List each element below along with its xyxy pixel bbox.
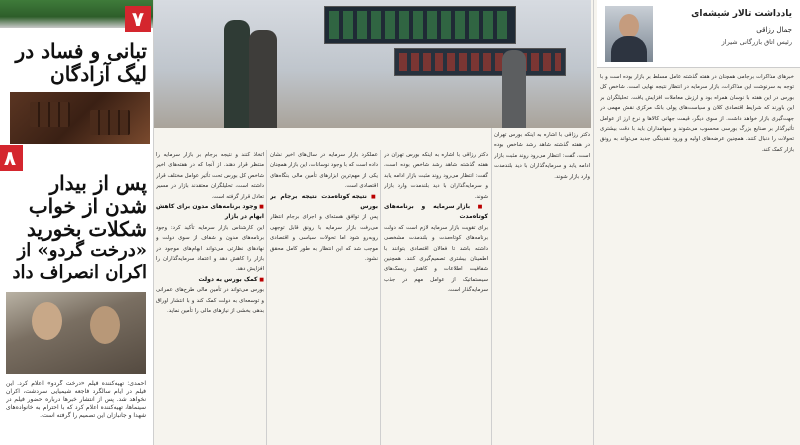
- person-figure-shape: [502, 50, 526, 128]
- film-caption: احمدی: تهیه‌کننده فیلم «درخت گردو» اعلام کرد. این فیلم در ایام سالگرد فاجعه شیمیایی سردشت، اکران نخواهد شد. پس از انتشار خبرها درباره حضور فیلم در سینماها، تهیه‌کننده اعلام کرد که با احترام به خانواده‌های شهدا و جانبازان این تصمیم را گرفته است.: [6, 380, 146, 419]
- column-divider: [380, 150, 381, 445]
- article-column-4: [600, 72, 794, 445]
- person-figure-shape: [224, 20, 250, 128]
- paragraph: خبرهای مذاکرات برجامی همچنان در هفته گذشته عامل مسلط بر بازار بوده است و با توجه به سرنوشت این مذاکرات، بازار سرمایه در انتظار نتیجه نهایی است. شاخص کل بورس در این هفته با نوسان همراه بود و ارزش معاملات افزایش یافت. تحلیلگران بر این باورند که شرایط اقتصادی کلان و سیاست‌های پولی بانک مرکزی نقش مهمی در جهت‌گیری بازار خواهد داشت. از سوی دیگر، قیمت جهانی کالاها و نرخ ارز از عوامل تأثیرگذار بر صنایع بزرگ بورسی محسوب می‌شوند و سهامداران باید با دقت بیشتری تحولات را دنبال کنند. همچنین عرضه‌های اولیه و ورود نقدینگی جدید می‌تواند به رونق بازار کمک کند.: [600, 74, 794, 153]
- subheading: ■ نتیجه کوتاه‌مدت نتیجه برجام بر بورس: [270, 192, 378, 213]
- article-column-0: [494, 130, 590, 445]
- author-role: رئیس اتاق بازرگانی شیراز: [721, 38, 792, 46]
- person-figure-shape: [611, 36, 647, 62]
- left-column: [0, 0, 154, 445]
- exchange-board: [324, 6, 516, 44]
- item-7-number: ۷: [125, 6, 151, 32]
- paragraph: عملکرد بازار سرمایه در سال‌های اخیر نشان داده است که با وجود نوسانات، این بازار همچنان یکی از مهم‌ترین ابزارهای تأمین مالی بنگاه‌های اقتصادی است.: [270, 152, 378, 190]
- author-section-title: یادداشت تالار شیشه‌ای: [691, 9, 792, 19]
- paragraph: این کارشناس بازار سرمایه تأکید کرد: وجود برنامه‌های مدون و شفاف از سوی دولت و نهادهای نظارتی می‌تواند ابهام‌های موجود در بازار را کاهش دهد و اعتماد سرمایه‌گذاران را افزایش دهد.: [156, 224, 264, 273]
- column-divider: [266, 150, 267, 445]
- exchange-board: [394, 48, 566, 76]
- column-divider: [593, 0, 594, 445]
- subheading: ■ وجود برنامه‌های مدون برای کاهش ابهام در بازار: [156, 202, 264, 223]
- item-8-number: ۸: [0, 145, 23, 171]
- paragraph: اتخاذ کنند و نتیجه برجام بر بازار سرمایه را منتظر قرار دهند. از آنجا که در هفته‌های اخیر شاخص کل بورس تحت تأثیر عوامل مختلف قرار داشته است، تحلیلگران معتقدند بازار در مسیر تعادل قرار گرفته است.: [156, 152, 264, 200]
- person-figure-shape: [619, 14, 639, 38]
- paragraph: دکتر رزاقی با اشاره به اینکه بورس تهران در هفته گذشته شاهد رشد شاخص بوده است، گفت: انتظار می‌رود روند مثبت بازار ادامه یابد و سرمایه‌گذاران با دید بلندمدت وارد بازار شوند.: [384, 152, 488, 200]
- item-9-title[interactable]: «درخت گردو» از اکران انصراف داد: [12, 240, 147, 283]
- stock-exchange-photo: [154, 0, 591, 128]
- paragraph: برای تقویت بازار سرمایه لازم است که دولت برنامه‌های کوتاه‌مدت و بلندمدت مشخصی داشته باشد تا فعالان اقتصادی بتوانند با اطمینان بیشتری تصمیم‌گیری کنند. همچنین شفافیت اطلاعات و کاهش ریسک‌های سیستماتیک از عوامل مهم در جذب سرمایه‌گذار است.: [384, 224, 488, 294]
- article-column-3: [156, 150, 264, 445]
- chocolate-bar-shape: [90, 110, 130, 135]
- paragraph: دکتر رزاقی با اشاره به اینکه بورس تهران در هفته گذشته شاهد رشد شاخص بوده است، گفت: انتظار می‌رود روند مثبت بازار ادامه یابد و سرمایه‌گذاران با دید بلندمدت وارد بازار شوند.: [494, 132, 590, 180]
- person-figure-shape: [90, 306, 120, 344]
- film-poster-photo: [6, 292, 146, 374]
- subheading: ■ بازار سرمایه و برنامه‌های کوتاه‌مدت: [384, 202, 488, 223]
- item-8-title[interactable]: پس از بیدار شدن از خواب شکلات بخورید: [26, 171, 147, 241]
- article-column-2: [270, 150, 378, 445]
- article-column-1: [384, 150, 488, 445]
- chocolate-bar-shape: [30, 102, 70, 127]
- author-photo: [605, 6, 653, 62]
- column-divider: [491, 128, 492, 445]
- subheading: ■ کمک بورس به دولت: [156, 275, 264, 285]
- chocolate-photo: [10, 92, 150, 144]
- person-figure-shape: [32, 302, 62, 340]
- paragraph: بورس می‌تواند در تأمین مالی طرح‌های عمرانی و توسعه‌ای به دولت کمک کند و با انتشار اوراق بدهی بخشی از نیازهای مالی را تأمین نماید.: [156, 287, 264, 315]
- paragraph: پس از توافق هسته‌ای و اجرای برجام انتظار می‌رفت بازار سرمایه با رونق قابل توجهی روبه‌رو شود اما تحولات سیاسی و اقتصادی موجب شد که این انتظار به طور کامل محقق نشود.: [270, 214, 378, 263]
- author-name: جمال رزاقی: [756, 26, 792, 34]
- author-box: [597, 0, 800, 68]
- person-figure-shape: [249, 30, 277, 128]
- item-7-title[interactable]: تبانی و فساد در لیگ آزادگان: [15, 39, 147, 86]
